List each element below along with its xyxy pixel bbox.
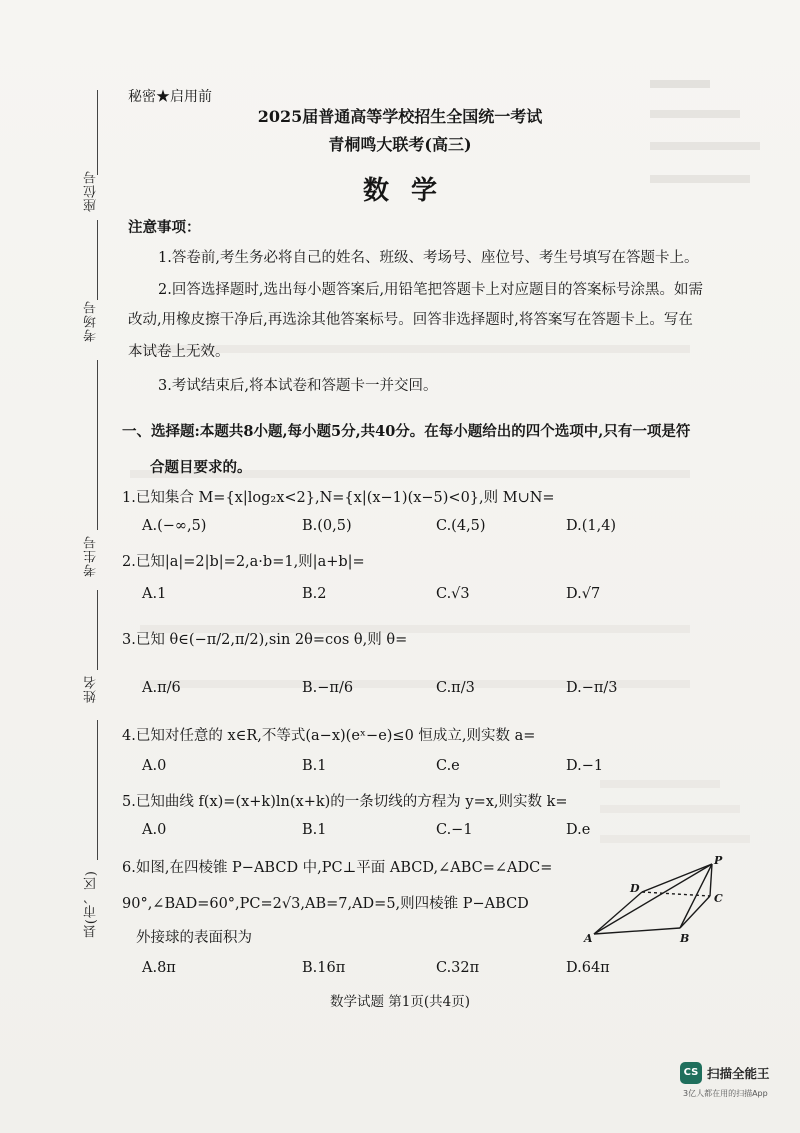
edge-bc: [680, 896, 710, 928]
camscanner-name: 扫描全能王: [707, 1066, 770, 1081]
option-b: B.(0,5): [302, 518, 352, 534]
option-d: D.e: [566, 822, 591, 838]
note-item: 本试卷上无效。: [128, 344, 230, 360]
exam-subtitle: 青桐鸣大联考(高三): [328, 135, 472, 154]
option-d: D.−π/3: [566, 680, 618, 696]
edge-pd: [642, 864, 712, 892]
note-item: 1.答卷前,考生务必将自己的姓名、班级、考场号、座位号、考生号填写在答题卡上。: [158, 250, 699, 266]
option-b: B.2: [302, 586, 327, 602]
option-d: D.(1,4): [566, 518, 617, 534]
question-stem-3: 3.已知 θ∈(−π/2,π/2),sin 2θ=cos θ,则 θ=: [122, 632, 408, 648]
option-c: C.√3: [436, 586, 470, 602]
subject-title: 数学: [362, 176, 459, 206]
vertex-label-p: P: [714, 854, 723, 867]
note-item: 2.回答选择题时,选出每小题答案后,用铅笔把答题卡上对应题目的答案标号涂黑。如需: [158, 282, 704, 298]
edge-ab: [594, 928, 680, 934]
page-footer: 数学试题 第1页(共4页): [329, 994, 470, 1010]
vertex-label-b: B: [680, 932, 690, 945]
option-d: D.−1: [566, 758, 604, 774]
option-d: D.64π: [566, 960, 610, 976]
binding-line: [97, 360, 98, 530]
note-item: 改动,用橡皮擦干净后,再选涂其他答案标号。回答非选择题时,将答案写在答题卡上。写在: [128, 312, 693, 328]
student-id-label: 考生号: [84, 535, 99, 577]
option-a: A.1: [142, 586, 167, 602]
option-b: B.−π/6: [302, 680, 354, 696]
option-c: C.e: [436, 758, 460, 774]
edge-ad: [594, 892, 642, 934]
option-c: C.−1: [436, 822, 473, 838]
binding-line: [97, 720, 98, 860]
option-b: B.16π: [302, 960, 346, 976]
option-a: A.0: [142, 758, 167, 774]
question-stem-6-cont: 90°,∠BAD=60°,PC=2√3,AB=7,AD=5,则四棱锥 P−ABCD: [122, 896, 529, 912]
name-label: 姓名: [84, 675, 99, 703]
question-stem-2: 2.已知|a|=2|b|=2,a·b=1,则|a+b|=: [122, 554, 365, 570]
option-c: C.π/3: [436, 680, 475, 696]
option-d: D.√7: [566, 586, 601, 602]
option-c: C.32π: [436, 960, 480, 976]
county-label: 县(市、区): [84, 870, 99, 939]
exam-title: 2025届普通高等学校招生全国统一考试: [257, 107, 543, 126]
question-stem-6-cont: 外接球的表面积为: [136, 930, 252, 946]
option-a: A.0: [142, 822, 167, 838]
note-item: 3.考试结束后,将本试卷和答题卡一并交回。: [158, 378, 438, 394]
edge-dc-hidden: [642, 892, 710, 896]
confidential-mark: 秘密★启用前: [128, 89, 212, 105]
option-a: A.(−∞,5): [142, 518, 207, 534]
section-heading: 一、选择题:本题共8小题,每小题5分,共40分。在每小题给出的四个选项中,只有一项是符: [122, 423, 691, 440]
binding-line: [97, 220, 98, 300]
pyramid-figure: [580, 852, 730, 947]
section-heading-cont: 合题目要求的。: [150, 459, 252, 476]
seat-label: 座位号: [84, 170, 99, 212]
option-a: A.8π: [142, 960, 176, 976]
option-a: A.π/6: [142, 680, 181, 696]
option-b: B.1: [302, 822, 327, 838]
question-stem-5: 5.已知曲线 f(x)=(x+k)ln(x+k)的一条切线的方程为 y=x,则实数 k=: [122, 794, 568, 810]
camscanner-logo-icon: CS: [680, 1062, 702, 1084]
exam-room-label: 考场号: [84, 300, 99, 342]
vertex-label-a: A: [584, 932, 593, 945]
binding-line: [97, 590, 98, 670]
camscanner-tagline: 3亿人都在用的扫描App: [683, 1089, 768, 1098]
vertex-label-d: D: [630, 882, 640, 895]
question-stem-6: 6.如图,在四棱锥 P−ABCD 中,PC⊥平面 ABCD,∠ABC=∠ADC=: [122, 860, 553, 876]
notes-heading: 注意事项：: [128, 219, 201, 236]
question-stem-1: 1.已知集合 M={x|log₂x<2},N={x|(x−1)(x−5)<0},则 M∪N=: [122, 490, 555, 506]
option-b: B.1: [302, 758, 327, 774]
question-stem-4: 4.已知对任意的 x∈R,不等式(a−x)(eˣ−e)≤0 恒成立,则实数 a=: [122, 728, 536, 744]
vertex-label-c: C: [714, 892, 723, 905]
option-c: C.(4,5): [436, 518, 486, 534]
